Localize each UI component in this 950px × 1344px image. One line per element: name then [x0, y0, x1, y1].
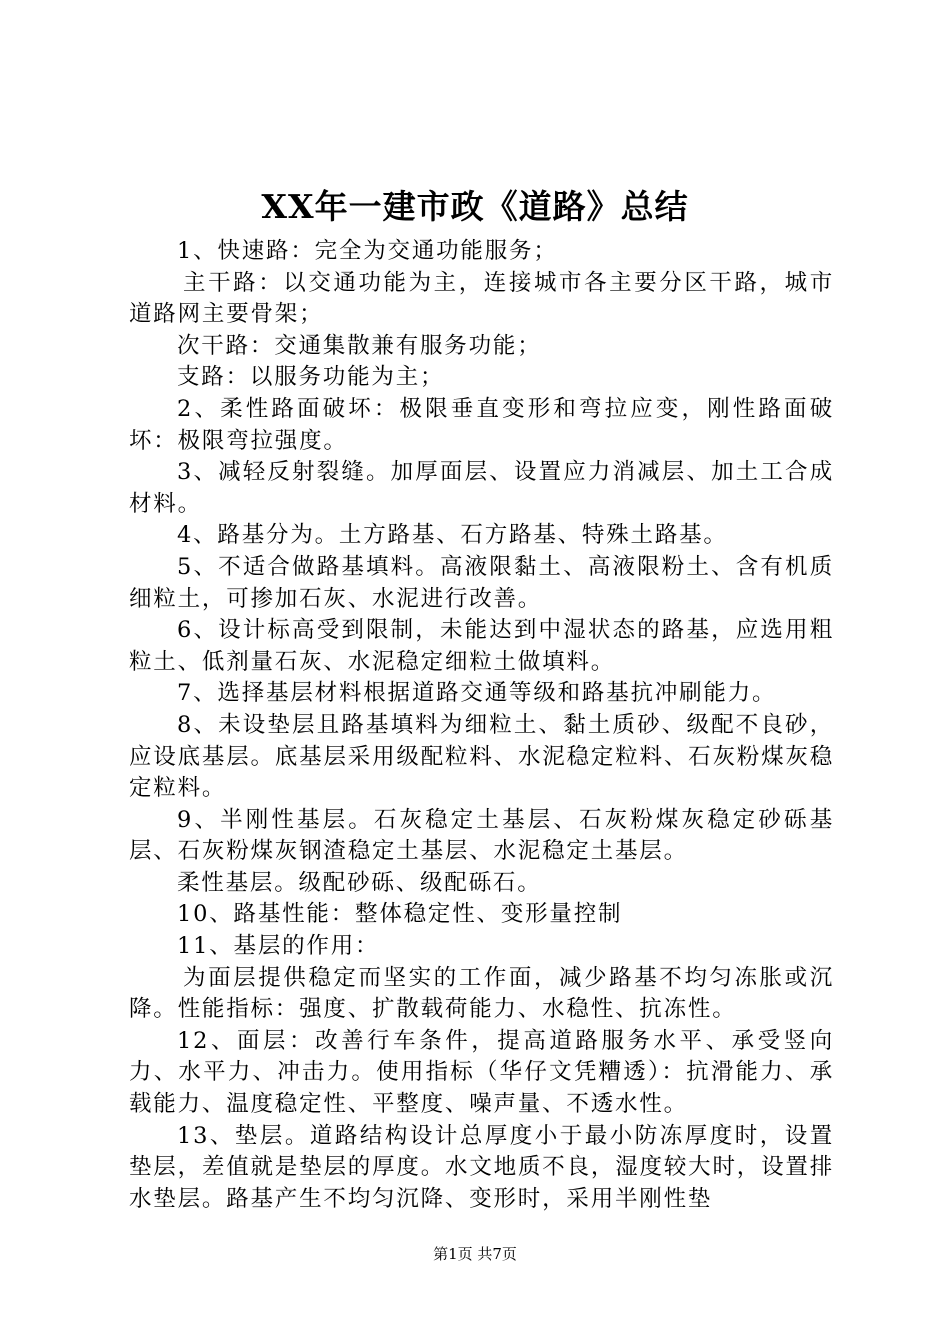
paragraph: 5、不适合做路基填料。高液限黏土、高液限粉土、含有机质细粒土，可掺加石灰、水泥进行改善。 — [129, 553, 834, 612]
paragraph: 次干路：交通集散兼有服务功能； — [177, 332, 542, 359]
paragraph: 1、快速路：完全为交通功能服务； — [177, 238, 558, 264]
paragraph: 为面层提供稳定而坚实的工作面，减少路基不均匀冻胀或沉降。性能指标：强度、扩散载荷能力、水稳性、抗冻性。 — [129, 964, 834, 1023]
paragraph: 主干路：以交通功能为主，连接城市各主要分区干路，城市道路网主要骨架； — [129, 269, 834, 328]
page-footer: 第1页 共7页 — [433, 1245, 517, 1263]
paragraph: 4、路基分为。土方路基、石方路基、特殊土路基。 — [177, 522, 728, 549]
paragraph: 9、半刚性基层。石灰稳定土基层、石灰粉煤灰稳定砂砾基层、石灰粉煤灰钢渣稳定土基层、水泥稳定土基层。 — [129, 806, 834, 865]
paragraph: 10、路基性能：整体稳定性、变形量控制 — [177, 901, 623, 928]
paragraph: 6、设计标高受到限制，未能达到中湿状态的路基，应选用粗粒土、低剂量石灰、水泥稳定细粒土做填料。 — [129, 617, 834, 675]
paragraph: 3、减轻反射裂缝。加厚面层、设置应力消减层、加土工合成材料。 — [129, 459, 834, 517]
paragraph: 12、面层：改善行车条件，提高道路服务水平、承受竖向力、水平力、冲击力。使用指标（华仔文凭糟透）：抗滑能力、承载能力、温度稳定性、平整度、噪声量、不透水性。 — [129, 1027, 834, 1118]
paragraph: 8、未设垫层且路基填料为细粒土、黏土质砂、级配不良砂，应设底基层。底基层采用级配粒料、水泥稳定粒料、石灰粉煤灰稳定粒料。 — [129, 711, 834, 802]
document-title: XX年一建市政《道路》总结 — [261, 187, 689, 226]
paragraph: 7、选择基层材料根据道路交通等级和路基抗冲刷能力。 — [177, 680, 777, 707]
paragraph: 11、基层的作用： — [177, 933, 380, 960]
document-body — [129, 236, 834, 1215]
paragraph: 柔性基层。级配砂砾、级配砾石。 — [177, 869, 542, 896]
paragraph: 支路：以服务功能为主； — [177, 364, 445, 391]
paragraph: 13、垫层。道路结构设计总厚度小于最小防冻厚度时，设置垫层，差值就是垫层的厚度。水文地质不良，湿度较大时，设置排水垫层。路基产生不均匀沉降、变形时，采用半刚性垫 — [129, 1122, 834, 1212]
paragraph: 2、柔性路面破坏：极限垂直变形和弯拉应变，刚性路面破坏：极限弯拉强度。 — [129, 395, 834, 454]
